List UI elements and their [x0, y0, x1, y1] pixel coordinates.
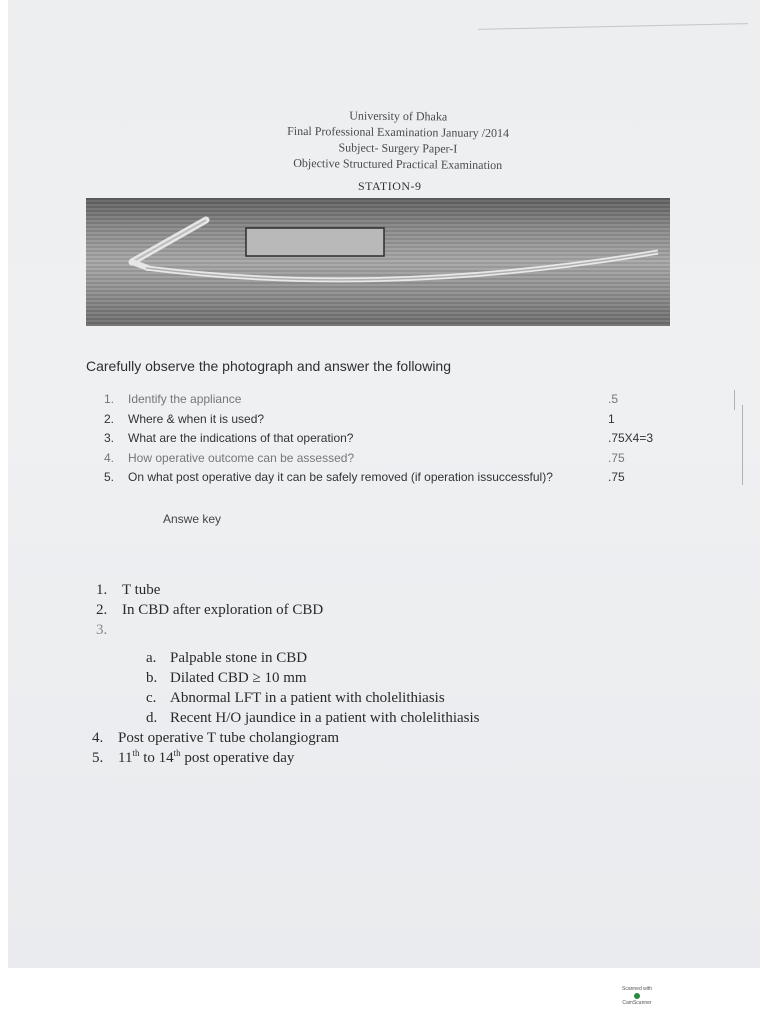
answer-number: 4.: [92, 730, 104, 746]
scanner-line-2: CamScanner: [622, 1000, 652, 1007]
question-number: 1.: [104, 392, 115, 406]
question-item: [104, 451, 664, 471]
answer-number: 3.: [96, 622, 108, 638]
answer-key-label: Answe key: [163, 512, 222, 526]
camscanner-logo-icon: [634, 993, 640, 999]
day-to-suffix: th: [173, 748, 181, 758]
question-item: [104, 470, 664, 490]
question-text: How operative outcome can be assessed?: [128, 450, 355, 465]
day-rest: post operative day: [180, 750, 295, 766]
indication-text: Abnormal LFT in a patient with cholelithiasis: [170, 690, 445, 706]
answer-text: T tube: [122, 582, 161, 598]
question-mark: .75: [608, 470, 625, 484]
university-name: University of Dhaka: [349, 108, 448, 124]
question-number: 3.: [104, 431, 115, 445]
question-text: Identify the appliance: [128, 392, 242, 406]
t-tube-image: [86, 198, 670, 326]
margin-pen-mark: [734, 390, 735, 410]
question-mark: .75: [608, 450, 625, 465]
day-to: 14: [158, 750, 174, 766]
question-item: [104, 392, 664, 412]
indication-letter: b.: [146, 670, 158, 686]
answer-text: Post operative T tube cholangiogram: [118, 730, 340, 746]
day-from-suffix: th: [132, 748, 140, 758]
exam-name: Final Professional Examination January /2014: [287, 123, 510, 141]
indication-text: Recent H/O jaundice in a patient with cholelithiasis: [170, 710, 480, 726]
instruction-text: Carefully observe the photograph and answer the following: [86, 358, 452, 374]
indication-text: Palpable stone in CBD: [170, 650, 308, 666]
question-mark: 1: [608, 411, 615, 426]
fold-line: [478, 23, 748, 30]
exam-header: [248, 106, 549, 173]
answer-number: 1.: [96, 582, 108, 598]
answer-item: [92, 728, 340, 748]
scanner-watermark: [620, 986, 654, 1014]
answer-number: 5.: [92, 750, 104, 766]
station-title: STATION-9: [358, 179, 422, 193]
question-number: 5.: [104, 470, 115, 484]
margin-pen-mark: [742, 405, 743, 485]
indication-text: Dilated CBD ≥ 10 mm: [170, 670, 307, 686]
question-item: [104, 412, 664, 432]
answer-text: In CBD after exploration of CBD: [122, 602, 324, 618]
answer-number: 2.: [96, 602, 108, 618]
question-item: [104, 431, 664, 451]
t-tube-photograph: [86, 198, 670, 326]
question-number: 2.: [104, 411, 115, 426]
question-mark: .5: [608, 392, 619, 406]
question-mark: .75X4=3: [608, 431, 654, 445]
indication-letter: d.: [146, 710, 158, 726]
subject-line: Subject- Surgery Paper-I: [338, 140, 458, 156]
indication-letter: a.: [146, 650, 157, 666]
scanned-page: [8, 0, 760, 968]
range-word: to: [139, 750, 159, 766]
day-from: 11: [118, 750, 133, 766]
answer-item: [92, 748, 295, 768]
indication-letter: c.: [146, 690, 157, 706]
scanner-line-1: Scanned with: [621, 986, 653, 992]
answer-text: [118, 748, 294, 768]
question-text: What are the indications of that operation?: [128, 431, 354, 445]
question-number: 4.: [104, 450, 115, 465]
question-text: On what post operative day it can be safely removed (if operation issuccessful)?: [128, 470, 553, 484]
question-list: [104, 392, 664, 490]
exam-type: Objective Structured Practical Examination: [293, 155, 503, 173]
question-text: Where & when it is used?: [128, 411, 265, 426]
